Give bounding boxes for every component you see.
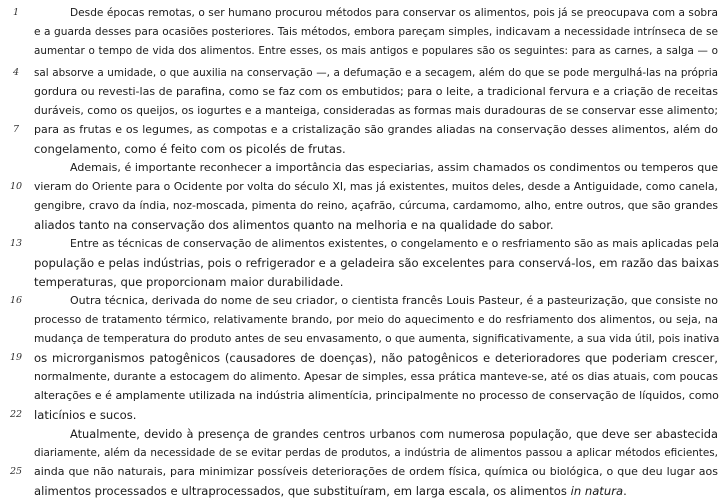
italic-term: in natura [570,484,624,498]
text-line: ainda que não naturais, para minimizar possíveis deteriorações de ordem física, química ou biológica, o que deu lugar aos [34,465,718,478]
text-line: gordura ou revesti-las de parafina, como se faz com os embutidos; para o leite, a tradicional fervura e a criação de receitas [34,85,718,98]
text-line: mudança de temperatura do produto antes de seu envasamento, o que aumenta, significativamente, a sua vida útil, pois inativa [34,333,720,345]
text-line: laticínios e sucos. [34,408,137,422]
text-line: diariamente, além da necessidade de se evitar perdas de produtos, a indústria de alimentos passou a aplicar métodos eficientes, [34,447,718,459]
text-line: processo de tratamento térmico, relativamente brando, por meio do aquecimento e do resfriamento dos alimentos, ou seja, na [34,314,718,326]
text-line-start: alimentos processados e ultraprocessados, que substituíram, em larga escala, os alimentos [34,484,571,498]
text-line: Ademais, é importante reconhecer a importância das especiarias, assim chamados os condimentos ou temperos que [70,161,718,174]
line-number: 19 [9,352,23,363]
text-line: e a guarda desses para ocasiões posteriores. Tais métodos, embora pareçam simples, indicavam a necessidade intrínseca de se [34,26,718,38]
text-line: gengibre, cravo da índia, noz-moscada, pimenta do reino, açafrão, cúrcuma, cardamomo, alho, entre outros, que são grandes [34,199,718,212]
text-line: sal absorve a umidade, o que auxilia na conservação —, a defumação e a secagem, além do que se pode mergulhá-las na própria [34,67,718,79]
text-line: Desde épocas remotas, o ser humano procurou métodos para conservar os alimentos, pois já se preocupava com a sobra [70,7,718,19]
text-line: Entre as técnicas de conservação de alimentos existentes, o congelamento e o resfriamento são as mais aplicadas pela [70,237,720,250]
text-line: para as frutas e os legumes, as compotas e a cristalização são grandes aliadas na conservação desses alimentos, além do [34,123,718,136]
text-line: temperaturas, que proporcionam maior durabilidade. [34,275,344,289]
text-line-end: . [623,484,627,498]
text-line: duráveis, como os queijos, os iogurtes e a manteiga, consideradas as formas mais duradouras de se conservar esse alimento; [34,104,718,117]
text-line: população e pelas indústrias, pois o refrigerador e a geladeira são excelentes para conservá-los, em razão das baixas [34,256,719,270]
line-number: 1 [12,7,20,18]
line-number: 13 [9,238,23,249]
text-line: os microrganismos patogênicos (causadores de doenças), não patogênicos e deterioradores que poderiam crescer, [34,351,718,365]
text-line: aliados tanto na conservação dos alimentos quanto na melhoria e na qualidade do sabor. [34,218,554,232]
text-line-final [34,482,718,500]
line-number: 7 [12,124,20,135]
text-line: normalmente, durante a estocagem do alimento. Apesar de simples, essa prática manteve-se, até os dias atuais, com poucas [34,370,718,383]
line-number: 4 [12,67,20,78]
line-number: 25 [9,466,23,477]
text-line: Outra técnica, derivada do nome de seu criador, o cientista francês Louis Pasteur, é a pasteurização, que consiste no [70,294,718,307]
text-line: congelamento, como é feito com os picolés de frutas. [34,142,346,156]
line-number: 10 [9,181,23,192]
text-line: aumentar o tempo de vida dos alimentos. Entre esses, os mais antigos e populares são os seguintes: para as carnes, a salga — o [34,45,718,57]
line-number: 22 [9,409,23,420]
text-line: Atualmente, devido à presença de grandes centros urbanos com numerosa população, que deve ser abastecida [70,427,718,441]
line-number: 16 [9,295,23,306]
text-line: alterações e é amplamente utilizada na indústria alimentícia, principalmente no processo de conservação de líquidos, como [34,389,719,402]
text-line: vieram do Oriente para o Ocidente por volta do século XI, mas já existentes, muitos deles, desde a Antiguidade, como canela, [34,180,718,193]
